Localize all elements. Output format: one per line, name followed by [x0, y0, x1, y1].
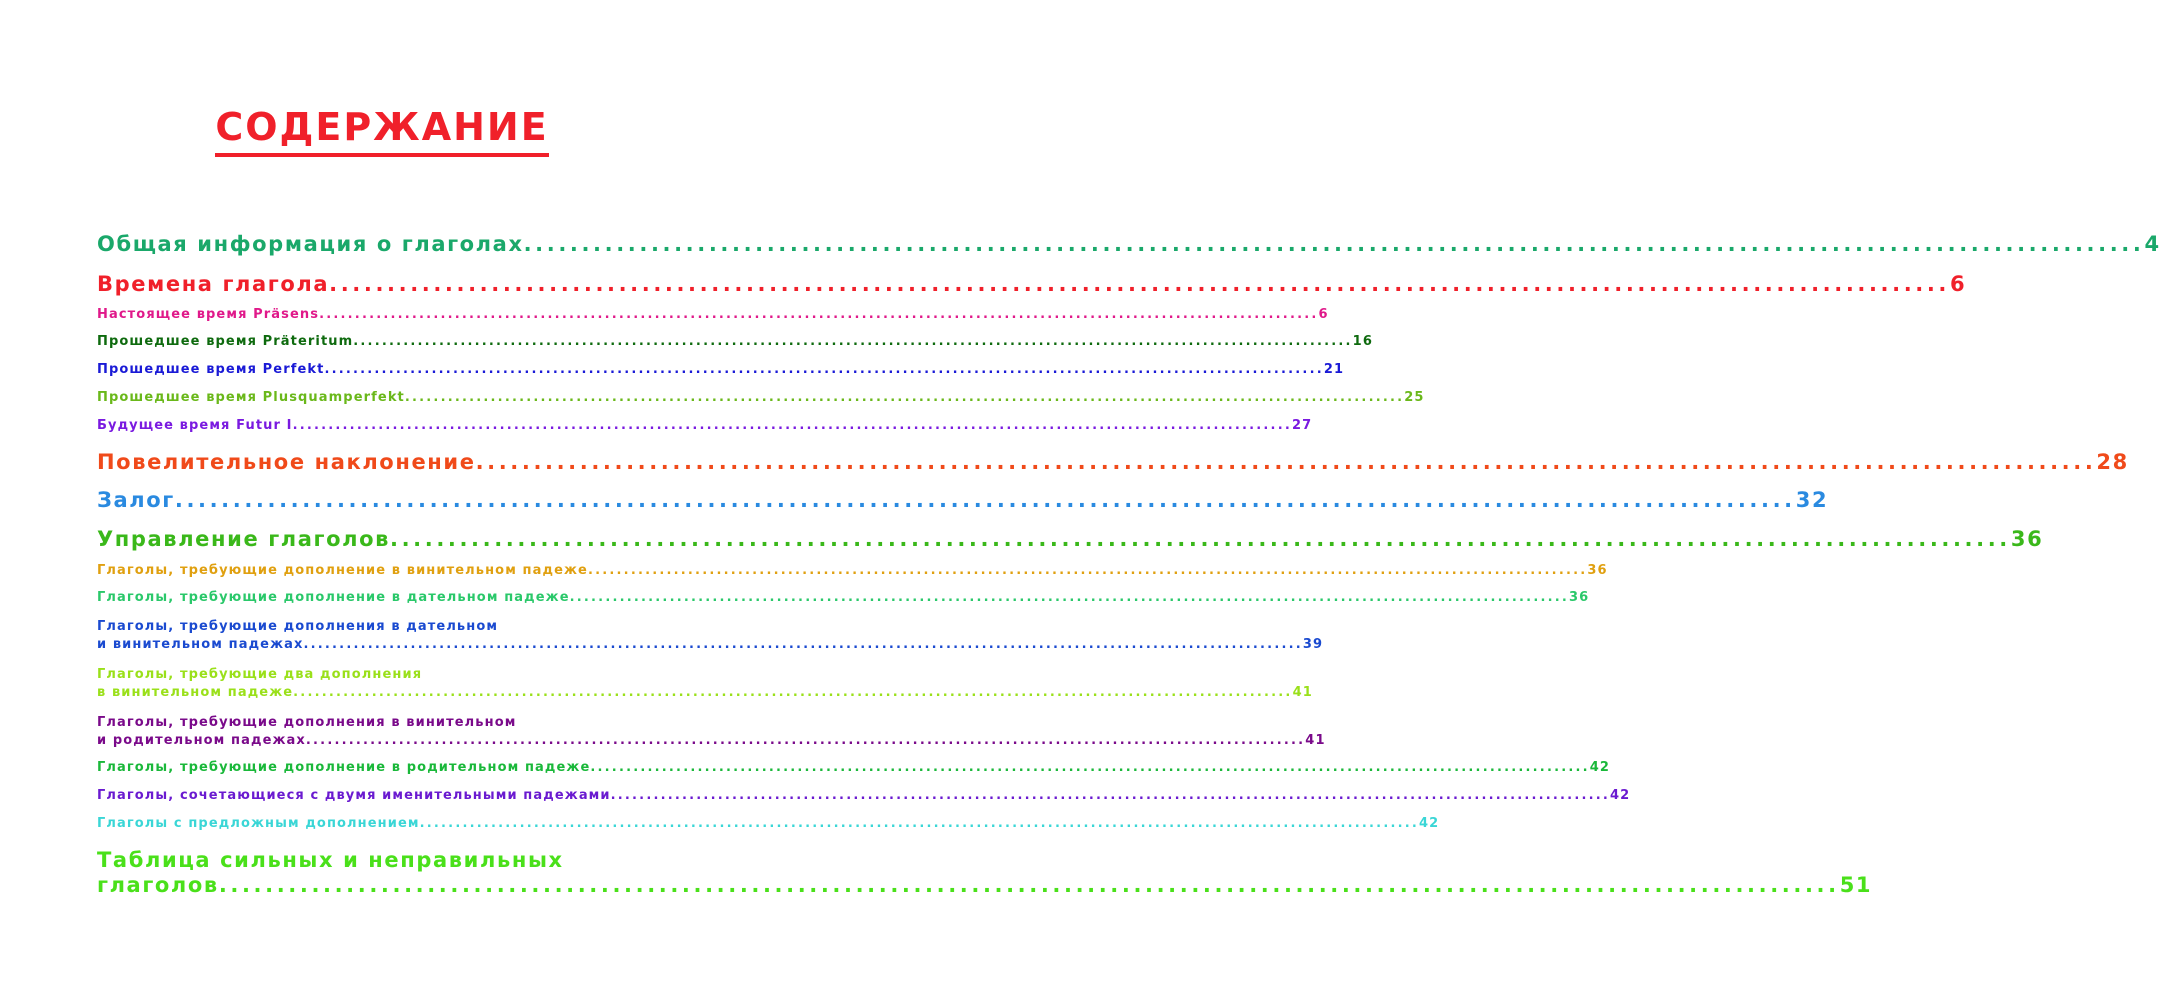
- toc-entry-label: и винительном падежах: [97, 637, 304, 652]
- toc-entry-label-line1: Глаголы, требующие дополнения в дательном: [97, 619, 499, 634]
- toc-entry-label: Времена глагола: [97, 272, 330, 296]
- toc-entry-page: 6: [1950, 272, 1967, 296]
- toc-entry-label: Прошедшее время Perfekt: [97, 362, 325, 377]
- toc-entry-page: 32: [1795, 488, 1829, 512]
- dot-leader: ............................................................................................................................................: [569, 590, 1570, 605]
- toc-entry-label: и родительном падежах: [97, 733, 306, 748]
- toc-entry-label: Прошедшее время Plusquamperfekt: [97, 390, 405, 405]
- toc-entry-praeteritum[interactable]: [97, 334, 1373, 349]
- dot-leader: ............................................................................................................................................: [590, 760, 1590, 775]
- toc-entry-label: Залог: [97, 488, 175, 512]
- dot-leader: ............................................................................................................................................: [292, 418, 1292, 433]
- toc-entry-label: Глаголы, требующие дополнение в винительном падеже: [97, 563, 588, 578]
- toc-entry-page: 41: [1305, 733, 1326, 748]
- toc-entry-label-line1: Глаголы, требующие два дополнения: [97, 667, 423, 682]
- dot-leader: ............................................................................................................................................: [303, 637, 1303, 652]
- toc-entry-label: Будущее время Futur I: [97, 418, 293, 433]
- toc-entry-label: Повелительное наклонение: [97, 450, 476, 474]
- toc-entry-futur[interactable]: [97, 418, 1313, 433]
- toc-entry-page: 16: [1352, 334, 1373, 349]
- toc-entry-label: в винительном падеже: [97, 685, 294, 700]
- toc-entry-page: 6: [1318, 307, 1329, 322]
- dot-leader: ............................................................................................................................................: [419, 816, 1420, 831]
- toc-entry-page: 41: [1292, 685, 1313, 700]
- toc-entry-label-line1: Глаголы, требующие дополнения в винительном: [97, 715, 517, 730]
- toc-entry-page: 39: [1302, 637, 1324, 652]
- toc-entry-voice[interactable]: [97, 488, 1829, 512]
- toc-entry-label: Управление глаголов: [97, 527, 391, 551]
- toc-entry-tenses[interactable]: [97, 272, 1967, 296]
- toc-entry-plusquamperfekt[interactable]: [97, 390, 1425, 405]
- toc-entry-two-nominative[interactable]: [97, 788, 1631, 803]
- toc-entry-label: Прошедшее время Präteritum: [97, 334, 354, 349]
- dot-leader: ............................................................................................................................................: [293, 685, 1293, 700]
- dot-leader: ............................................................................................................................................: [353, 334, 1353, 349]
- toc-entry-page: 36: [1569, 590, 1590, 605]
- toc-entry-general-info[interactable]: [97, 232, 2161, 256]
- toc-entry-government[interactable]: [97, 527, 2044, 551]
- dot-leader: ............................................................................................................................................: [475, 450, 2097, 474]
- toc-entry-dative[interactable]: [97, 590, 1590, 605]
- toc-entry-perfekt[interactable]: [97, 362, 1345, 377]
- dot-leader: ............................................................................................................................................: [610, 788, 1611, 803]
- dot-leader: ............................................................................................................................................: [390, 527, 2011, 551]
- toc-entry-praesens[interactable]: [97, 307, 1329, 322]
- toc-entry-label: Глаголы, требующие дополнение в дательном падеже: [97, 590, 570, 605]
- toc-entry-page: 28: [2096, 450, 2129, 474]
- dot-leader: ............................................................................................................................................: [587, 563, 1588, 578]
- dot-leader: ............................................................................................................................................: [324, 362, 1324, 377]
- dot-leader: ............................................................................................................................................: [305, 733, 1306, 748]
- dot-leader: ............................................................................................................................................: [174, 488, 1796, 512]
- toc-entry-dative-accusative[interactable]: [97, 619, 1324, 652]
- toc-entry-page: 51: [1839, 873, 1873, 897]
- toc-entry-prepositional[interactable]: [97, 816, 1440, 831]
- dot-leader: ............................................................................................................................................: [523, 232, 2145, 256]
- toc-entry-accusative[interactable]: [97, 563, 1608, 578]
- toc-entry-page: 25: [1404, 390, 1425, 405]
- toc-entry-page: 4: [2144, 232, 2161, 256]
- toc-entry-label: Настоящее время Präsens: [97, 307, 320, 322]
- toc-entry-label-line1: Таблица сильных и неправильных: [97, 848, 564, 872]
- toc-entry-page: 42: [1610, 788, 1631, 803]
- toc-entry-page: 27: [1291, 418, 1313, 433]
- page-title-block: [0, 105, 764, 157]
- toc-entry-accusative-genitive[interactable]: [97, 715, 1326, 748]
- toc-entry-genitive[interactable]: [97, 760, 1611, 775]
- page-title: СОДЕРЖАНИЕ: [215, 105, 548, 157]
- toc-entry-label: глаголов: [97, 873, 219, 897]
- dot-leader: ............................................................................................................................................: [404, 390, 1405, 405]
- dot-leader: ............................................................................................................................................: [218, 873, 1840, 897]
- dot-leader: ............................................................................................................................................: [329, 272, 1951, 296]
- toc-entry-page: 42: [1419, 816, 1440, 831]
- toc-entry-page: 21: [1323, 362, 1345, 377]
- toc-entry-page: 36: [1587, 563, 1608, 578]
- toc-entry-label: Глаголы, сочетающиеся с двумя именительными падежами: [97, 788, 611, 803]
- toc-entry-verb-table[interactable]: [97, 848, 1873, 897]
- toc-entry-label: Общая информация о глаголах: [97, 232, 524, 256]
- toc-entry-page: 42: [1589, 760, 1611, 775]
- toc-entry-page: 36: [2010, 527, 2044, 551]
- toc-entry-imperative[interactable]: [97, 450, 2129, 474]
- dot-leader: ............................................................................................................................................: [319, 307, 1319, 322]
- toc-entry-label: Глаголы, требующие дополнение в родительном падеже: [97, 760, 591, 775]
- toc-entry-label: Глаголы с предложным дополнением: [97, 816, 420, 831]
- toc-entry-two-accusative[interactable]: [97, 667, 1313, 700]
